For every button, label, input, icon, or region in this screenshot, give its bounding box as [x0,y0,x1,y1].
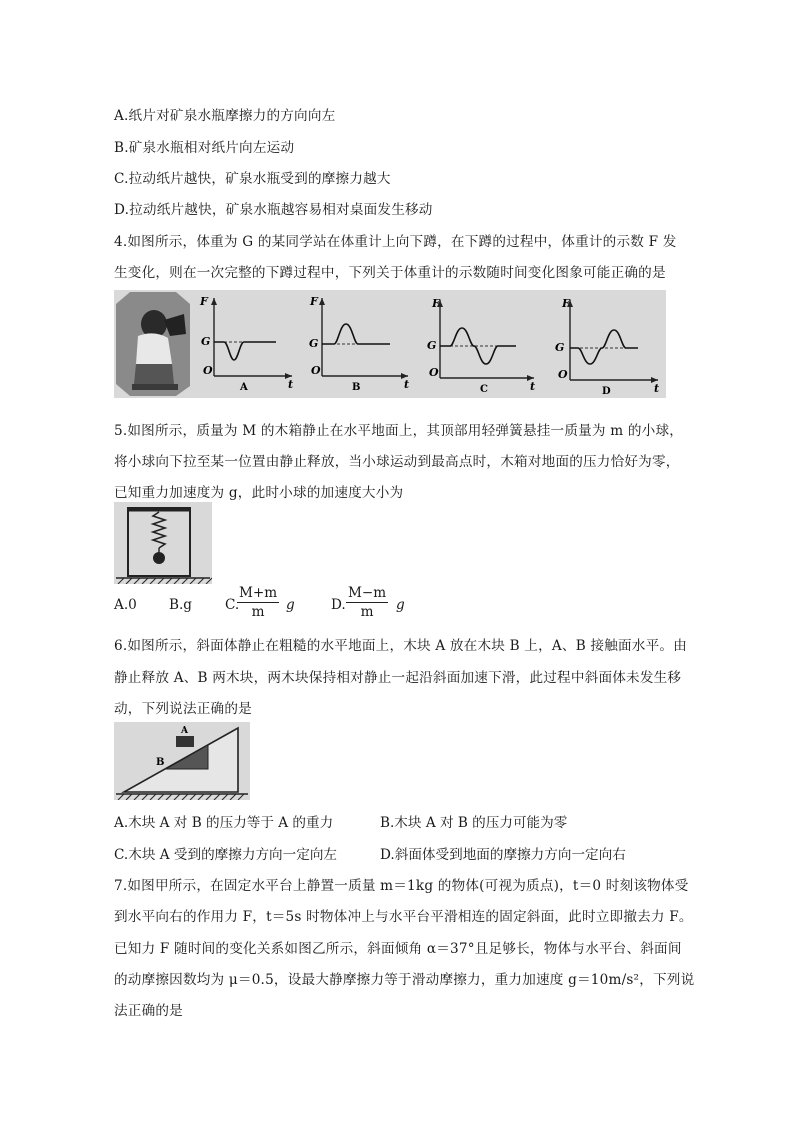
block-a [176,736,194,747]
incline-with-blocks [116,726,248,800]
q6-text-line1: 6.如图所示，斜面体静止在粗糙的水平地面上，木块 A 放在木块 B 上，A、B 接触面水平。由 [114,638,687,654]
q5-option-d-numerator: M−m [348,585,387,601]
q5-option-c-g: g [286,597,295,613]
q5-text-line1: 5.如图所示，质量为 M 的木箱静止在水平地面上，其顶部用轻弹簧悬挂一质量为 m 的小球， [114,423,684,439]
q5-option-d-g: g [396,597,405,613]
graph-a [199,295,293,393]
q4-figure [114,290,666,398]
q5-option-c-numerator: M+m [239,585,278,601]
graph-c-t-label: t [530,380,536,393]
graph-c-caption: C [480,384,488,395]
q3-option-d: D.拉动纸片越快，矿泉水瓶越容易相对桌面发生移动 [114,202,433,218]
q3-option-b: B.矿泉水瓶相对纸片向左运动 [114,140,295,156]
q5-option-b: B.g [169,597,193,613]
graph-a-g-label: G [201,335,211,348]
student-photo [116,292,190,396]
q7-text-line1: 7.如图甲所示，在固定水平台上静置一质量 m＝1kg 的物体(可视为质点)，t＝0 时刻该物体受 [114,878,689,894]
q5-option-c-denominator: m [251,604,265,620]
q5-option-d-denominator: m [360,604,374,620]
graph-b-t-label: t [404,378,410,391]
graph-d [555,297,659,397]
q5-figure [114,502,212,584]
q7-text-line2: 到水平向右的作用力 F，t＝5s 时物体冲上与水平台平滑相连的固定斜面，此时立即撤去力 F。 [114,909,693,925]
q7-text-line5: 法正确的是 [114,1003,183,1019]
graph-d-origin: O [558,368,568,381]
q6-figure [114,722,250,800]
graph-d-g-label: G [555,341,565,354]
q5-option-d-fraction [346,585,388,620]
ball-icon [153,552,165,564]
q3-option-a: A.纸片对矿泉水瓶摩擦力的方向向左 [114,108,336,124]
q4-text-line2: 生变化，则在一次完整的下蹲过程中，下列关于体重计的示数随时间变化图象可能正确的是 [114,265,666,281]
graph-d-f-label: F [562,297,570,310]
q6-text-line2: 静止释放 A、B 两木块，两木块保持相对静止一起沿斜面加速下滑，此过程中斜面体未发生移 [114,670,682,686]
graph-d-caption: D [602,386,611,397]
graph-a-caption: A [240,382,248,393]
q6-text-line3: 动，下列说法正确的是 [114,701,252,717]
q5-option-a: A.0 [114,597,137,613]
graph-b-caption: B [352,382,361,393]
q6-option-c: C.木块 A 受到的摩擦力方向一定向左 [114,847,338,863]
q6-option-b: B.木块 A 对 B 的压力可能为零 [380,815,568,831]
graph-b-f-label: F [310,295,318,308]
q5-option-d-prefix: D. [331,597,346,613]
q7-text-line3: 已知力 F 随时间的变化关系如图乙所示，斜面倾角 α＝37°且足够长，物体与水平台、斜面间 [114,941,682,957]
graph-a-origin: O [203,364,213,377]
q5-text-line3: 已知重力加速度为 g，此时小球的加速度大小为 [114,485,404,501]
q3-option-c: C.拉动纸片越快，矿泉水瓶受到的摩擦力越大 [114,171,391,187]
graph-a-t-label: t [288,378,294,391]
graph-d-t-label: t [654,382,660,395]
graph-a-f-label: F [200,295,208,308]
q7-text-line4: 的动摩擦因数均为 μ＝0.5，设最大静摩擦力等于滑动摩擦力，重力加速度 g＝10m/s²，下列说 [114,972,695,988]
graph-c-origin: O [429,366,439,379]
label-b: B [156,757,165,768]
graph-b-g-label: G [309,337,319,350]
graph-b [309,295,409,393]
label-a: A [181,726,188,736]
graph-c-g-label: G [427,339,437,352]
graph-c [427,297,535,395]
q6-option-a: A.木块 A 对 B 的压力等于 A 的重力 [114,815,334,831]
q5-text-line2: 将小球向下拉至某一位置由静止释放，当小球运动到最高点时，木箱对地面的压力恰好为零， [114,454,680,470]
q5-option-c-fraction [237,585,279,620]
q6-option-d: D.斜面体受到地面的摩擦力方向一定向右 [380,847,626,863]
graph-c-f-label: F [432,297,440,310]
box-with-spring [116,508,212,584]
q4-text-line1: 4.如图所示，体重为 G 的某同学站在体重计上向下蹲，在下蹲的过程中，体重计的示数 F 发 [114,234,677,250]
q5-option-c-prefix: C. [225,597,240,613]
graph-b-origin: O [311,364,321,377]
